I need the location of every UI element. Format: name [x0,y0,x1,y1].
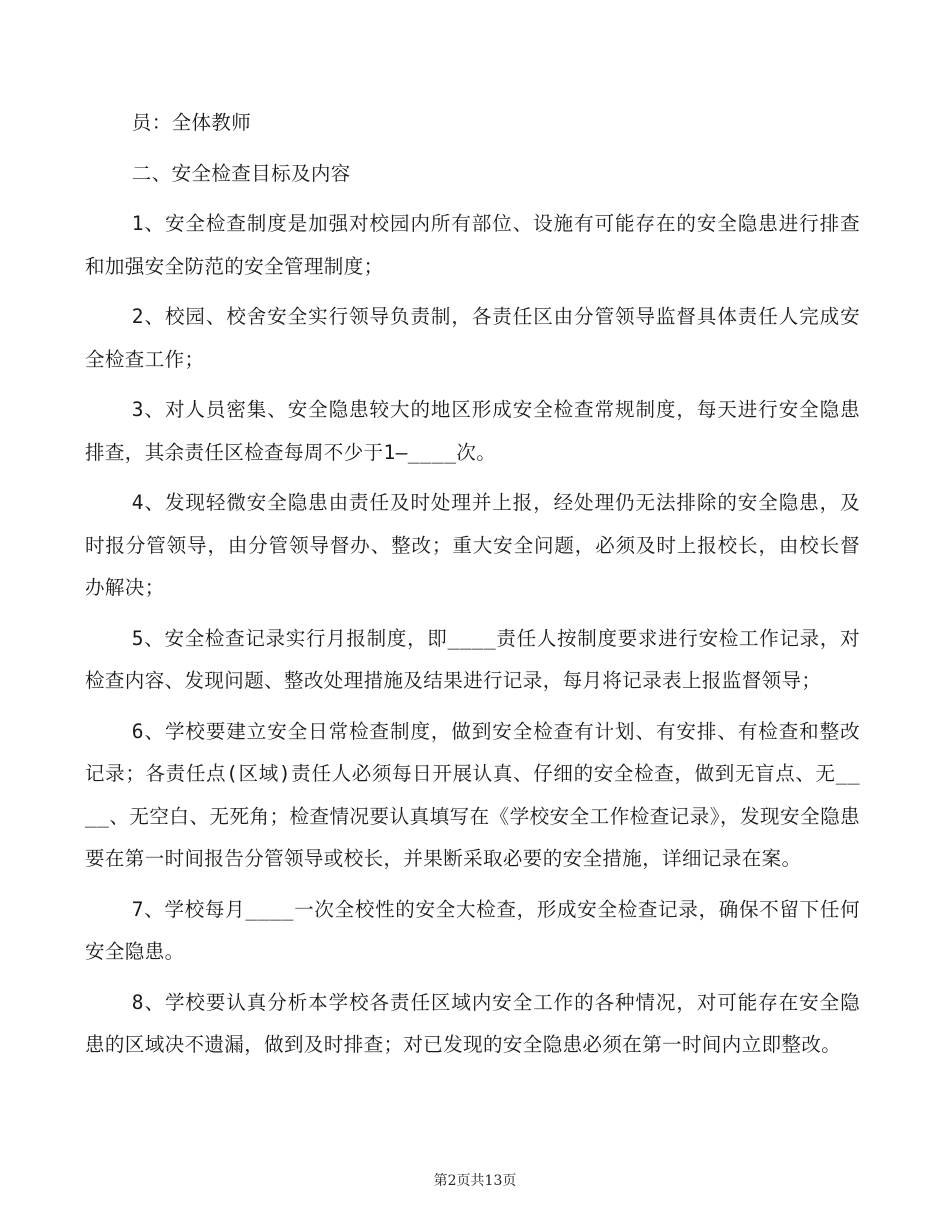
paragraph-item-4: 4、发现轻微安全隐患由责任及时处理并上报，经处理仍无法排除的安全隐患，及时报分管领导，由分管领导督办、整改；重大安全问题，必须及时上报校长，由校长督办解决； [85,491,860,599]
paragraph-item-2: 2、校园、校舍安全实行领导负责制，各责任区由分管领导监督具体责任人完成安全检查工作； [85,305,860,371]
paragraph-item-6: 6、学校要建立安全日常检查制度，做到安全检查有计划、有安排、有检查和整改记录；各责任点(区域)责任人必须每日开展认真、仔细的安全检查，做到无盲点、无____、无空白、无死角；检查情况要认真填写在《学校安全工作检查记录》，发现安全隐患要在第一时间报告分管领导或校长，并果断采取必要的安全措施，详细记录在案。 [85,719,860,870]
paragraph-item-1: 1、安全检查制度是加强对校园内所有部位、设施有可能存在的安全隐患进行排查和加强安全防范的安全管理制度； [85,212,860,278]
paragraph-item-5: 5、安全检查记录实行月报制度，即____责任人按制度要求进行安检工作记录，对检查内容、发现问题、整改处理措施及结果进行记录，每月将记录表上报监督领导； [85,626,860,692]
section-heading: 二、安全检查目标及内容 [131,161,351,185]
page-number-footer: 第2页共13页 [433,1173,517,1189]
paragraph-item-3: 3、对人员密集、安全隐患较大的地区形成安全检查常规制度，每天进行安全隐患排查，其余责任区检查每周不少于1—____次。 [85,398,860,464]
paragraph-item-7: 7、学校每月____一次全校性的安全大检查，形成安全检查记录，确保不留下任何安全隐患。 [85,897,860,963]
paragraph-item-8: 8、学校要认真分析本学校各责任区域内安全工作的各种情况，对可能存在安全隐患的区域决不遗漏，做到及时排查；对已发现的安全隐患必须在第一时间内立即整改。 [85,990,860,1056]
document-body [85,102,860,1075]
paragraph-attendees: 员：全体教师 [131,111,252,134]
